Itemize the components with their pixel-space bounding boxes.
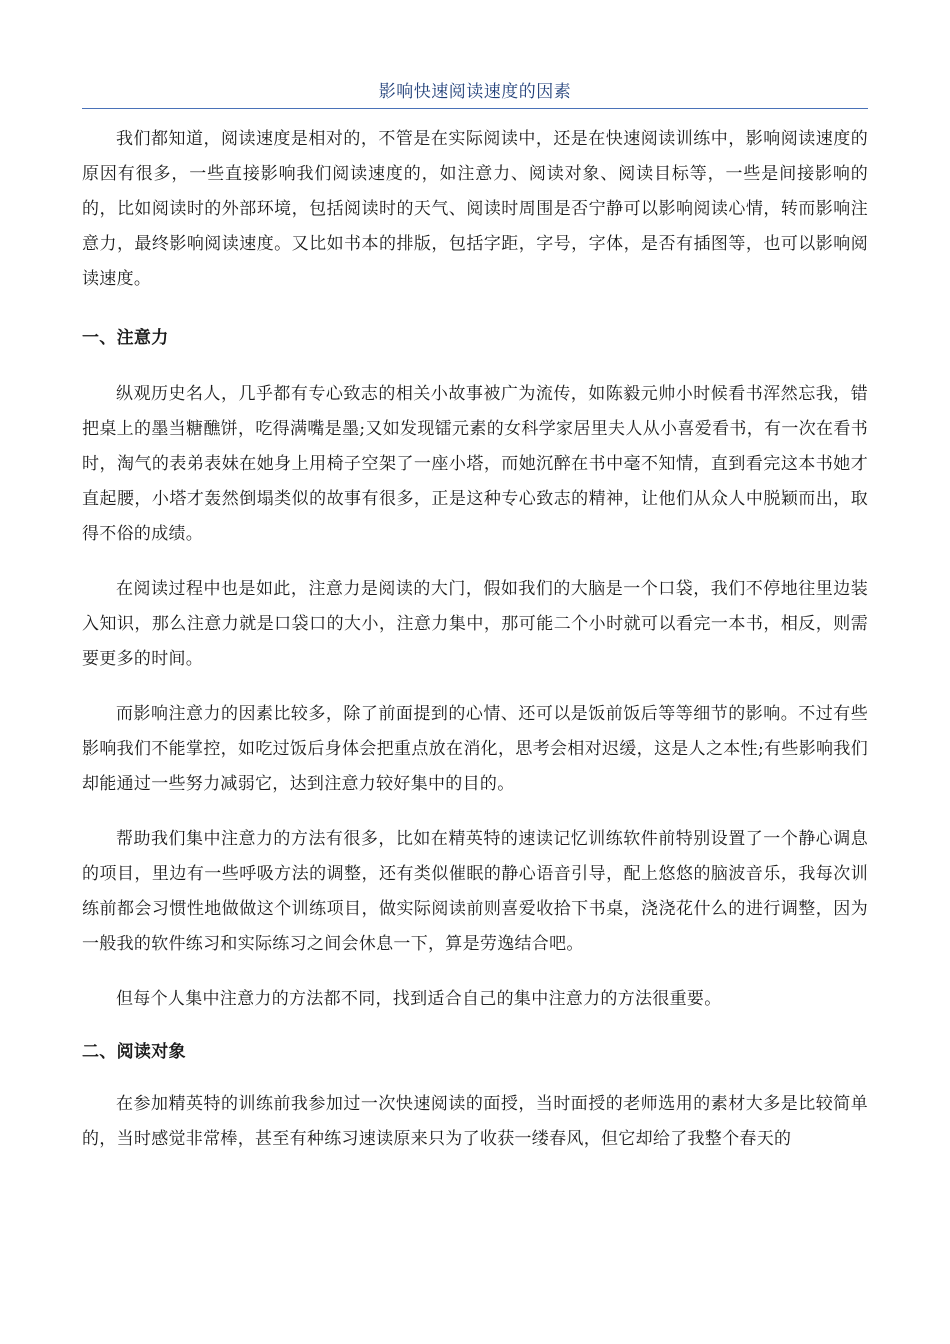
attention-paragraph-4: 帮助我们集中注意力的方法有很多，比如在精英特的速读记忆训练软件前特别设置了一个静心调息的项目，里边有一些呼吸方法的调整，还有类似催眠的静心语音引导，配上悠悠的脑波音乐，我每次训练前都会习惯性地做做这个训练项目，做实际阅读前则喜爱收拾下书桌，浇浇花什么的进行调整，因为一般我的软件练习和实际练习之间会休息一下，算是劳逸结合吧。 [82,829,868,954]
attention-paragraph-2: 在阅读过程中也是如此，注意力是阅读的大门，假如我们的大脑是一个口袋，我们不停地往里边装入知识，那么注意力就是口袋口的大小，注意力集中，那可能二个小时就可以看完一本书，相反，则需要更多的时间。 [82,579,868,669]
attention-paragraph-1: 纵观历史名人，几乎都有专心致志的相关小故事被广为流传，如陈毅元帅小时候看书浑然忘我，错把桌上的墨当糖醮饼，吃得满嘴是墨;又如发现镭元素的女科学家居里夫人从小喜爱看书，有一次在看书时，淘气的表弟表妹在她身上用椅子空架了一座小塔，而她沉醉在书中毫不知情，直到看完这本书她才直起腰，小塔才轰然倒塌类似的故事有很多，正是这种专心致志的精神，让他们从众人中脱颖而出，取得不俗的成绩。 [82,384,868,544]
attention-paragraph-5: 但每个人集中注意力的方法都不同，找到适合自己的集中注意力的方法很重要。 [116,989,722,1009]
section-heading-reading-object: 二、阅读对象 [82,1042,186,1062]
document-title: 影响快速阅读速度的因素 [378,82,572,102]
reading-object-paragraph-1: 在参加精英特的训练前我参加过一次快速阅读的面授，当时面授的老师选用的素材大多是比较简单的，当时感觉非常棒，甚至有种练习速读原来只为了收获一缕春风，但它却给了我整个春天的 [82,1094,868,1149]
intro-paragraph: 我们都知道，阅读速度是相对的，不管是在实际阅读中，还是在快速阅读训练中，影响阅读速度的原因有很多，一些直接影响我们阅读速度的，如注意力、阅读对象、阅读目标等，一些是间接影响的的，比如阅读时的外部环境，包括阅读时的天气、阅读时周围是否宁静可以影响阅读心情，转而影响注意力，最终影响阅读速度。又比如书本的排版，包括字距，字号，字体，是否有插图等，也可以影响阅读速度。 [82,129,868,289]
section-heading-attention: 一、注意力 [82,328,169,348]
title-divider [82,108,868,109]
document-body [82,122,868,1157]
attention-paragraph-3: 而影响注意力的因素比较多，除了前面提到的心情、还可以是饭前饭后等等细节的影响。不过有些影响我们不能掌控，如吃过饭后身体会把重点放在消化，思考会相对迟缓，这是人之本性;有些影响我们却能通过一些努力减弱它，达到注意力较好集中的目的。 [82,704,868,794]
